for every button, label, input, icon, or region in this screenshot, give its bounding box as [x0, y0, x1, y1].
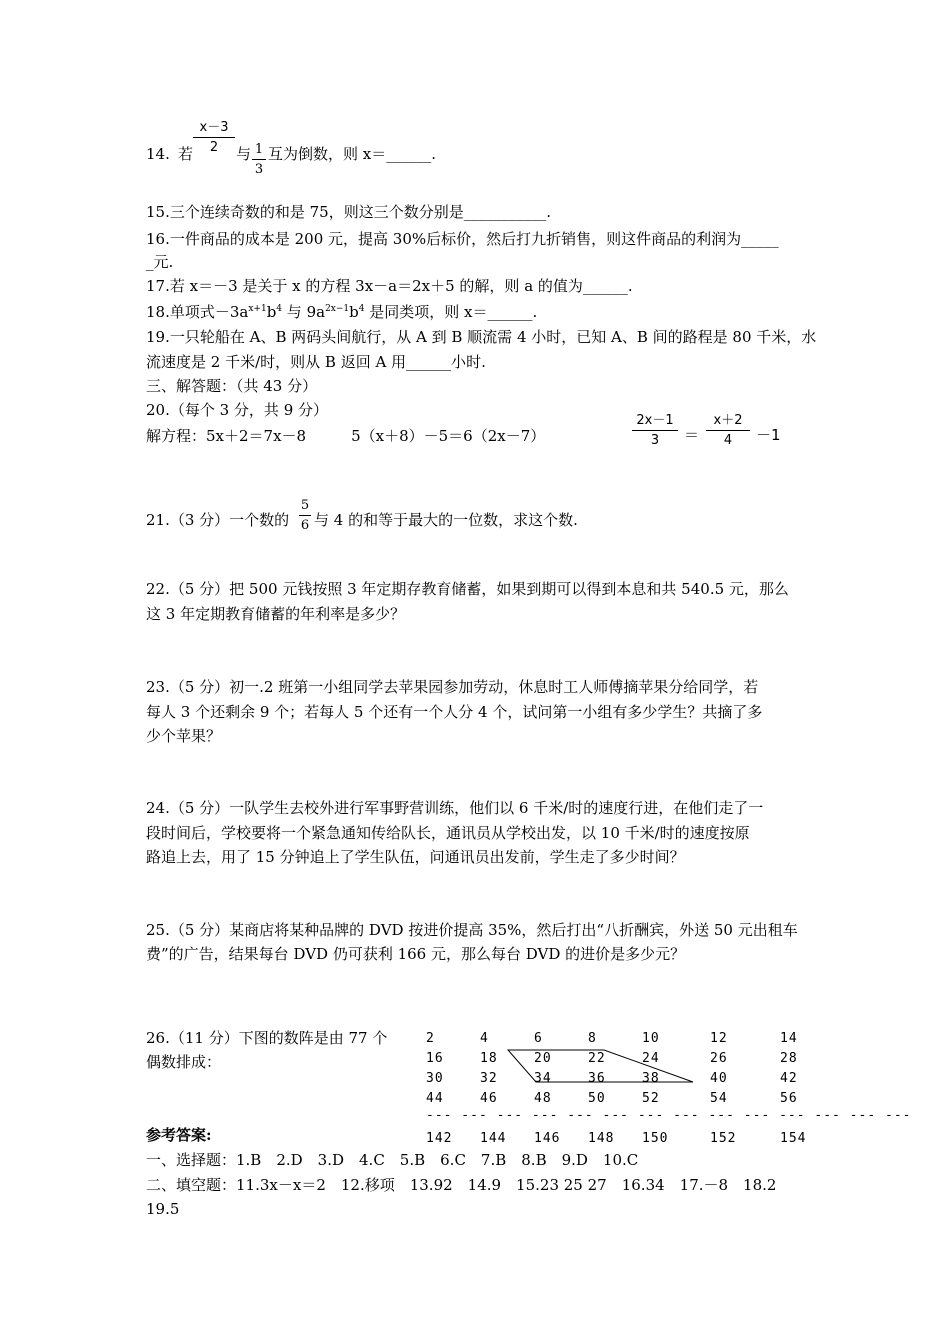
q18-b-1: b	[266, 303, 277, 321]
q16-line-1: 16.一件商品的成本是 200 元，提高 30%后标价，然后打九折销售，则这件商品的利润为_____	[146, 230, 779, 248]
q14-fraction-1-denominator: 2	[209, 140, 219, 155]
grid-cell: 48	[534, 1091, 552, 1106]
grid-cell: 18	[480, 1051, 498, 1066]
q14-fraction-1-numerator: x－3	[199, 120, 229, 135]
grid-cell: 10	[642, 1031, 660, 1046]
section-3-heading: 三、解答题：（共 43 分）	[146, 377, 318, 395]
q26-line-1: 26.（11 分）下图的数阵是由 77 个	[146, 1029, 388, 1047]
q14-suffix: 互为倒数，则 x＝______.	[268, 145, 436, 163]
grid-cell: 4	[480, 1031, 489, 1046]
q14-fraction-2-denominator: 3	[254, 162, 264, 177]
q18-b-2: b	[349, 303, 359, 321]
q21-prefix: 21.（3 分）一个数的	[146, 511, 290, 529]
q20-eq3-fraction-1-numerator: 2x－1	[636, 413, 674, 428]
q23-line-3: 少个苹果？	[146, 727, 222, 745]
answers-line-1: 一、选择题：1.B 2.D 3.D 4.C 5.B 6.C 7.B 8.B 9.D 10.C	[146, 1151, 639, 1169]
grid-cell: 42	[780, 1071, 798, 1086]
grid-cell: 14	[780, 1031, 798, 1046]
grid-ellipsis-row: --- --- --- --- --- --- --- --- --- --- --- --- --- ---	[426, 1108, 912, 1123]
grid-cell: 34	[534, 1071, 552, 1086]
q16-line-2: _元.	[146, 253, 174, 271]
grid-cell: 32	[480, 1071, 498, 1086]
q14-number: 14.	[146, 145, 170, 163]
q14-fraction-2-numerator: 1	[254, 142, 264, 157]
answers-line-2: 二、填空题：11.3x－x＝2 12.移项 13.92 14.9 15.23 25 27 16.34 17.－8 18.2	[146, 1176, 777, 1194]
q21-suffix: 与 4 的和等于最大的一位数，求这个数.	[314, 511, 578, 529]
q14-prefix: 若	[178, 145, 194, 163]
q20-eq3-tail: －1	[756, 426, 781, 444]
q24-line-2: 段时间后，学校要将一个紧急通知传给队长，通讯员从学校出发，以 10 千米/时的速度按原	[146, 824, 750, 842]
grid-cell: 28	[780, 1051, 798, 1066]
q14-middle: 与	[236, 145, 252, 163]
grid-cell: 54	[710, 1091, 728, 1106]
q18-exponent-3: 2x−1	[325, 304, 350, 314]
q18-exponent-1: x+1	[248, 304, 267, 314]
grid-cell: 50	[588, 1091, 606, 1106]
grid-cell: 36	[588, 1071, 606, 1086]
q20-eq3-equals: ＝	[684, 426, 700, 444]
q21-fraction-denominator: 6	[300, 518, 310, 533]
q22-line-2: 这 3 年定期教育储蓄的年利率是多少？	[146, 605, 406, 623]
q22-line-1: 22.（5 分）把 500 元钱按照 3 年定期存教育储蓄，如果到期可以得到本息和共 540.5 元，那么	[146, 580, 789, 598]
grid-cell: 24	[642, 1051, 660, 1066]
grid-cell: 154	[780, 1131, 807, 1146]
grid-cell: 142	[426, 1131, 453, 1146]
q26-line-2: 偶数排成：	[146, 1053, 222, 1071]
grid-cell: 2	[426, 1031, 435, 1046]
grid-cell: 150	[642, 1131, 669, 1146]
q18-middle: 与 9a	[282, 303, 326, 321]
q20-eq3-fraction-2-denominator: 4	[723, 433, 733, 448]
grid-cell: 8	[588, 1031, 597, 1046]
parallelogram-outline	[508, 1050, 693, 1082]
q23-line-1: 23.（5 分）初一.2 班第一小组同学去苹果园参加劳动，休息时工人师傅摘苹果分给同学，若	[146, 678, 759, 696]
grid-cell: 30	[426, 1071, 444, 1086]
grid-cell: 146	[534, 1131, 561, 1146]
grid-cell: 20	[534, 1051, 552, 1066]
grid-cell: 52	[642, 1091, 660, 1106]
q24-line-1: 24.（5 分）一队学生去校外进行军事野营训练，他们以 6 千米/时的速度行进，在他们走了一	[146, 799, 764, 817]
q18-suffix: 是同类项，则 x＝______.	[364, 303, 538, 321]
q15: 15.三个连续奇数的和是 75，则这三个数分别是___________.	[146, 203, 551, 221]
q20-heading: 20.（每个 3 分，共 9 分）	[146, 401, 329, 419]
grid-cell: 40	[710, 1071, 728, 1086]
grid-cell: 38	[642, 1071, 660, 1086]
q18-prefix: 18.单项式－3a	[146, 303, 249, 321]
grid-cell: 26	[710, 1051, 728, 1066]
answers-line-3: 19.5	[146, 1200, 180, 1218]
q18-exponent-2: 4	[276, 304, 283, 314]
q21-fraction-numerator: 5	[300, 498, 310, 513]
grid-cell: 148	[588, 1131, 615, 1146]
q18-exponent-4: 4	[358, 304, 365, 314]
grid-cell: 152	[710, 1131, 737, 1146]
grid-cell: 16	[426, 1051, 444, 1066]
grid-cell: 12	[710, 1031, 728, 1046]
q25-line-2: 费”的广告，结果每台 DVD 仍可获利 166 元，那么每台 DVD 的进价是多少元？	[146, 945, 686, 963]
grid-cell: 144	[480, 1131, 507, 1146]
answers-title: 参考答案:	[146, 1126, 212, 1144]
q20-eq3-fraction-1-denominator: 3	[650, 433, 660, 448]
q20-eq3-fraction-2-numerator: x＋2	[713, 413, 743, 428]
q19-line-1: 19.一只轮船在 A、B 两码头间航行，从 A 到 B 顺流需 4 小时，已知 A、B 间的路程是 80 千米，水	[146, 328, 817, 346]
q17: 17.若 x＝－3 是关于 x 的方程 3x－a＝2x＋5 的解，则 a 的值为______.	[146, 277, 633, 295]
grid-cell: 6	[534, 1031, 543, 1046]
grid-cell: 44	[426, 1091, 444, 1106]
grid-cell: 56	[780, 1091, 798, 1106]
q19-line-2: 流速度是 2 千米/时，则从 B 返回 A 用______小时.	[146, 353, 486, 371]
q25-line-1: 25.（5 分）某商店将某种品牌的 DVD 按进价提高 35%，然后打出“八折酬宾，外送 50 元出租车	[146, 921, 798, 939]
q23-line-2: 每人 3 个还剩余 9 个；若每人 5 个还有一个人分 4 个，试问第一小组有多少学生？共摘了多	[146, 703, 763, 721]
grid-cell: 46	[480, 1091, 498, 1106]
q24-line-3: 路追上去，用了 15 分钟追上了学生队伍，问通讯员出发前，学生走了多少时间？	[146, 848, 685, 866]
q20-equations: 解方程：5x＋2＝7x－8 5（x＋8）－5＝6（2x－7）	[146, 427, 546, 445]
grid-cell: 22	[588, 1051, 606, 1066]
